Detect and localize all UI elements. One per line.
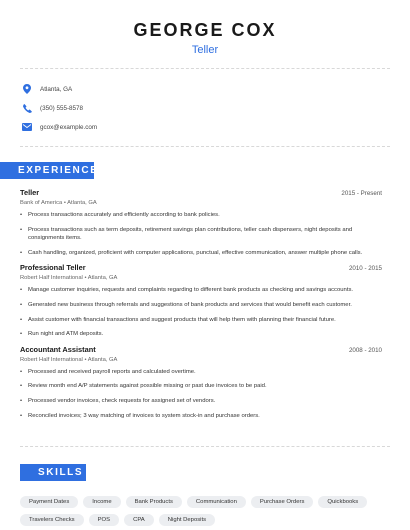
job-bullet: • Process transactions accurately and efficiently according to bank policies. [20,211,382,220]
job-title: Professional Teller [20,263,86,273]
job-title: Accountant Assistant [20,344,96,354]
skill-chip: Night Deposits [159,514,215,526]
job-bullet: • Run night and ATM deposits. [20,330,382,339]
contact-location [22,80,382,98]
email-text[interactable]: gcox@example.com [40,123,98,131]
experience-divider [20,446,390,447]
location-text: Atlanta, GA [40,85,73,93]
job-entry [20,345,382,420]
contact-email [22,118,382,136]
job-dates: 2008 - 2010 [348,346,382,354]
skill-chip: Travelers Checks [20,514,84,526]
phone-icon [22,103,32,113]
phone-text: (350) 555-8578 [40,104,84,112]
job-company: Robert Half International • Atlanta, GA [20,356,118,363]
contact-block [22,80,382,137]
job-bullet: • Cash handling, organized, proficient with computer applications, punctual, effective communication, answer multiple phone calls. [20,249,382,258]
job-bullet: • Generated new business through referrals and suggestions of bank products and services that would benefit each customer. [20,301,382,310]
skill-chip: POS [89,514,119,526]
job-company: Bank of America • Atlanta, GA [20,200,97,206]
skill-chip: Income [83,496,120,508]
job-bullet: • Processed and received payroll reports and calculated overtime. [20,368,382,377]
map-pin-icon [22,84,32,94]
header-divider [20,68,390,69]
skill-chip: Quickbooks [318,496,367,508]
skill-chip: Purchase Orders [251,496,314,508]
contact-phone [22,99,382,117]
job-bullet: • Review month end A/P statements against possible missing or past due invoices to be paid. [20,382,382,391]
skill-chip: Bank Products [126,496,182,508]
contact-divider [20,146,390,147]
skill-chip: Communication [187,496,246,508]
experience-list [20,188,382,426]
job-bullet: • Assist customer with financial transactions and suggest products that will help them with planning their financial future. [20,316,382,325]
skill-chip: Payment Dates [20,496,78,508]
job-bullet: • Processed vendor invoices, check requests for assigned set of vendors. [20,397,382,406]
job-company: Robert Half International • Atlanta, GA [20,275,118,282]
job-entry [20,188,382,257]
envelope-icon [22,122,32,132]
section-heading-skills: SKILLS [20,464,86,481]
job-bullet: • Reconciled invoices; 3 way matching of invoices to system stock-in and purchase orders. [20,412,382,421]
job-bullet: • Manage customer inquiries, requests and complaints regarding to different bank products as checking and savings accounts. [20,286,382,295]
job-dates: 2010 - 2015 [348,265,382,273]
skills-list [20,496,395,526]
section-heading-experience: EXPERIENCE [0,162,94,179]
resume-header [0,20,410,56]
candidate-title: Teller [191,44,219,56]
job-title: Teller [20,188,40,197]
skill-chip: CPA [124,514,154,526]
job-entry [20,263,382,338]
job-bullet: • Process transactions such as term deposits, retirement savings plan contributions, teller cash dispensers, night deposits and consignments items. [20,226,382,243]
candidate-name: GEORGE COX [133,20,277,40]
job-dates: 2015 - Present [341,190,382,197]
